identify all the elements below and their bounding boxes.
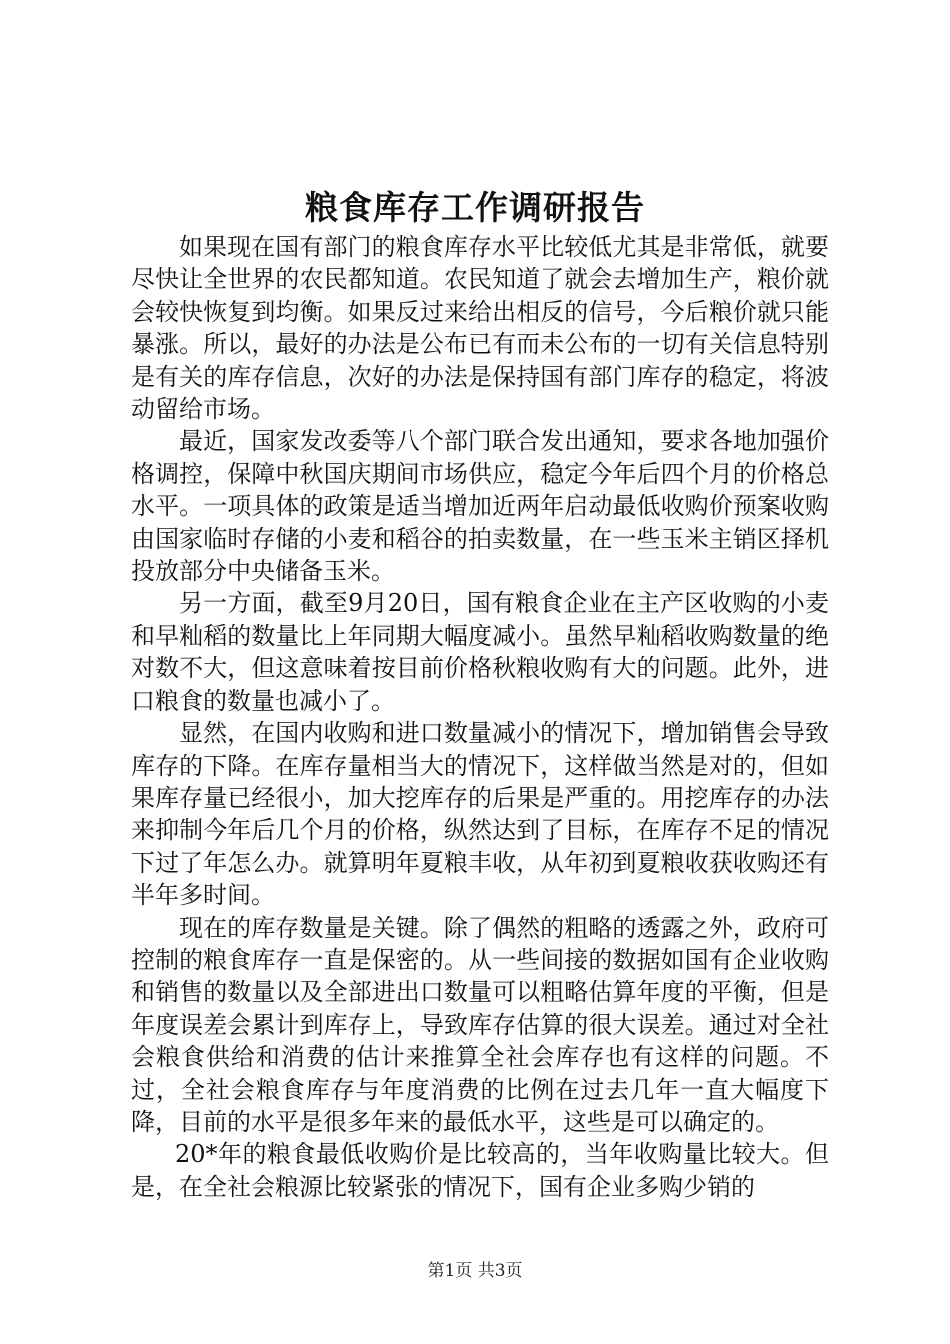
paragraph-2: 最近，国家发改委等八个部门联合发出通知，要求各地加强价格调控，保障中秋国庆期间市场供应，稳定今年后四个月的价格总水平。一项具体的政策是适当增加近两年启动最低收购价预案收购由国家临时存储的小麦和稻谷的拍卖数量，在一些玉米主销区择机投放部分中央储备玉米。 <box>131 427 829 586</box>
document-title: 粮食库存工作调研报告 <box>305 188 645 227</box>
paragraph-1: 如果现在国有部门的粮食库存水平比较低尤其是非常低，就要尽快让全世界的农民都知道。农民知道了就会去增加生产，粮价就会较快恢复到均衡。如果反过来给出相反的信号，今后粮价就只能暴涨。所以，最好的办法是公布已有而未公布的一切有关信息特别是有关的库存信息，次好的办法是保持国有部门库存的稳定，将波动留给市场。 <box>131 233 829 424</box>
page-footer: 第1页 共3页 <box>427 1261 523 1281</box>
paragraph-5: 现在的库存数量是关键。除了偶然的粗略的透露之外，政府可控制的粮食库存一直是保密的。从一些间接的数据如国有企业收购和销售的数量以及全部进出口数量可以粗略估算年度的平衡，但是年度误差会累计到库存上，导致库存估算的很大误差。通过对全社会粮食供给和消费的估计来推算全社会库存也有这样的问题。不过，全社会粮食库存与年度消费的比例在过去几年一直大幅度下降，目前的水平是很多年来的最低水平，这些是可以确定的。 <box>131 913 829 1136</box>
document-body <box>131 231 829 1203</box>
paragraph-3: 另一方面，截至9月20日，国有粮食企业在主产区收购的小麦和早籼稻的数量比上年同期大幅度减小。虽然早籼稻收购数量的绝对数不大，但这意味着按目前价格秋粮收购有大的问题。此外，进口粮食的数量也减小了。 <box>131 589 829 715</box>
paragraph-4: 显然，在国内收购和进口数量减小的情况下，增加销售会导致库存的下降。在库存量相当大的情况下，这样做当然是对的，但如果库存量已经很小，加大挖库存的后果是严重的。用挖库存的办法来抑制今年后几个月的价格，纵然达到了目标，在库存不足的情况下过了年怎么办。就算明年夏粮丰收，从年初到夏粮收获收购还有半年多时间。 <box>131 719 829 910</box>
paragraph-6: 20*年的粮食最低收购价是比较高的，当年收购量比较大。但是，在全社会粮源比较紧张的情况下，国有企业多购少销的 <box>131 1140 829 1201</box>
